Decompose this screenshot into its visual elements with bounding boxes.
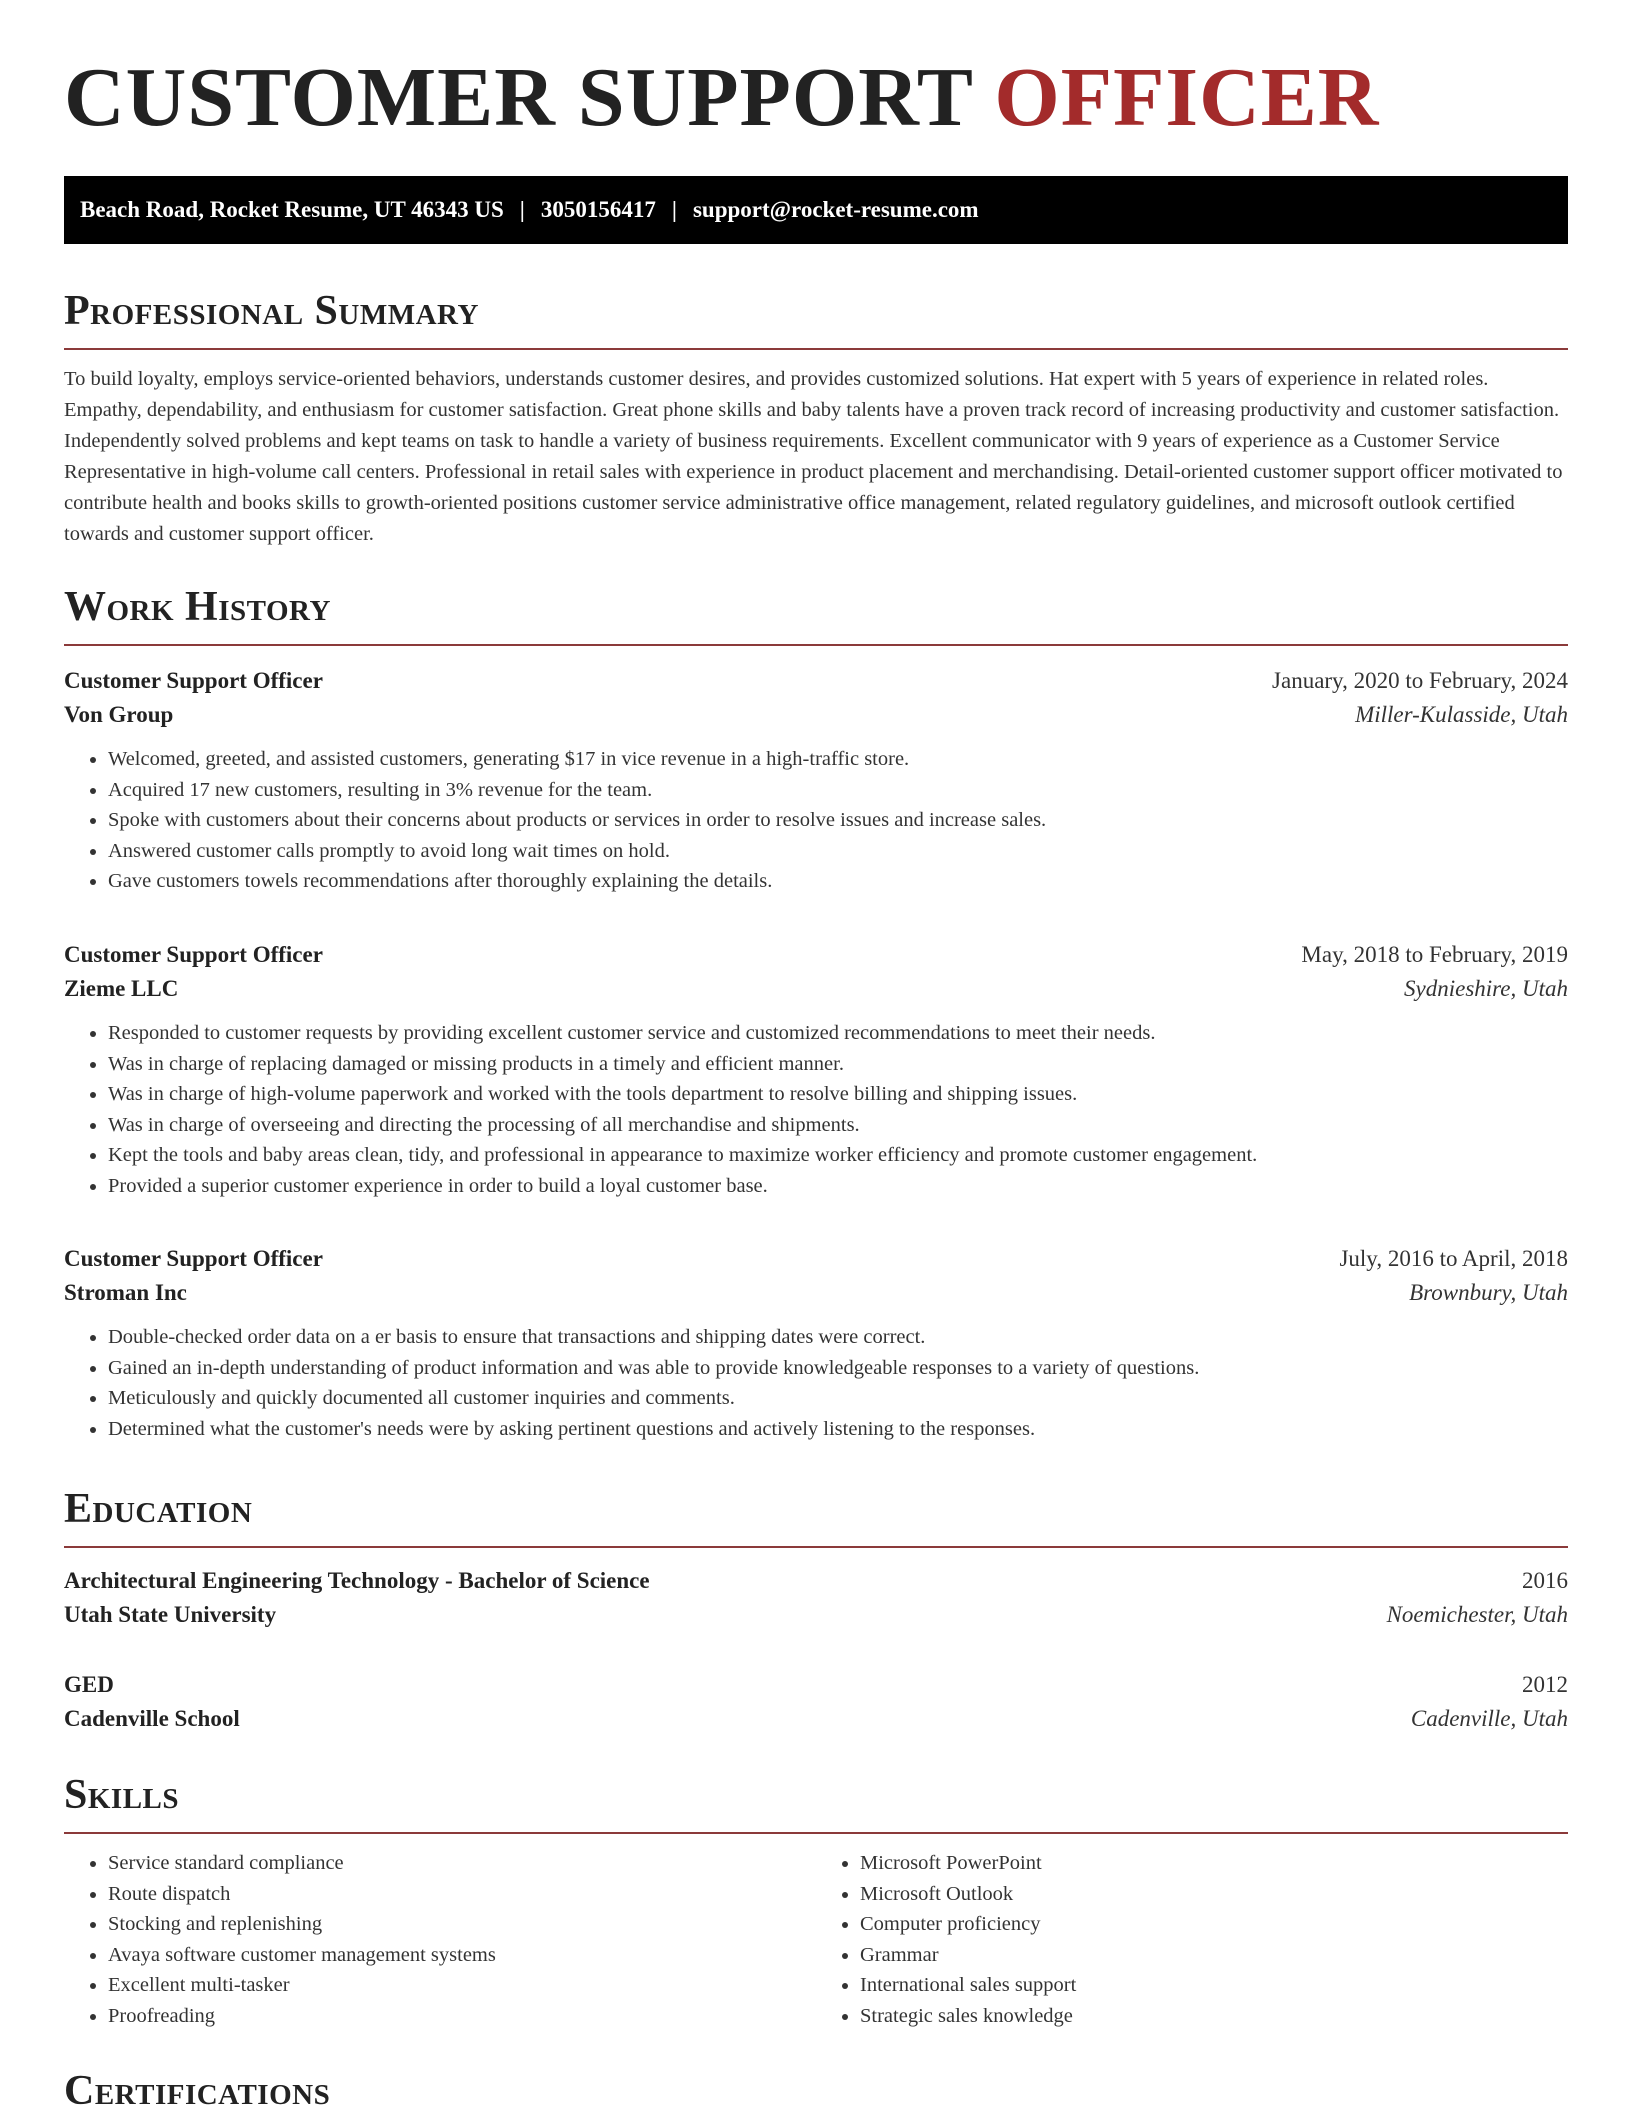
- job-bullet: • Gained an in-depth understanding of product information and was able to provide knowledgeable responses to a variety of questions.: [108, 1353, 1568, 1384]
- education-header: [64, 1568, 1568, 1594]
- job-location: Miller-Kulasside, Utah: [1355, 702, 1568, 727]
- job-title: Customer Support Officer: [64, 1246, 323, 1271]
- section-divider: [64, 1832, 1568, 1834]
- skill-item: • Excellent multi-tasker: [108, 1970, 816, 2001]
- skills-columns: [64, 1848, 1568, 2031]
- job-bullet: • Spoke with customers about their concerns about products or services in order to resolve issues and increase sales.: [108, 805, 1568, 836]
- job-bullet: • Acquired 17 new customers, resulting in 3% revenue for the team.: [108, 775, 1568, 806]
- section-certifications: [64, 2070, 1568, 2112]
- section-title: Certifications: [64, 2068, 331, 2114]
- job-title: Customer Support Officer: [64, 668, 323, 693]
- section-title: Professional Summary: [64, 288, 479, 334]
- skill-item: • Computer proficiency: [860, 1909, 1568, 1940]
- job-header: [64, 942, 1568, 968]
- name-accent: OFFICER: [994, 51, 1380, 144]
- job-location: Sydnieshire, Utah: [1404, 976, 1568, 1001]
- job-bullet: • Welcomed, greeted, and assisted customers, generating $17 in vice revenue in a high-traffic store.: [108, 744, 1568, 775]
- education-subheader: [64, 1706, 1568, 1732]
- skill-item: • Avaya software customer management systems: [108, 1940, 816, 1971]
- job-bullet: • Provided a superior customer experience in order to build a loyal customer base.: [108, 1171, 1568, 1202]
- section-divider: [64, 348, 1568, 350]
- education-location: Cadenville, Utah: [1410, 1706, 1568, 1731]
- education-subheader: [64, 1602, 1568, 1628]
- section-summary: [64, 290, 1568, 550]
- contact-separator: |: [671, 197, 677, 222]
- section-title: Skills: [64, 1772, 180, 1818]
- job-header: [64, 1246, 1568, 1272]
- section-education: [64, 1488, 1568, 1548]
- skills-list-right: [816, 1848, 1568, 2031]
- job-subheader: [64, 1280, 1568, 1306]
- job-entry: [64, 1246, 1568, 1444]
- skill-item: • Microsoft PowerPoint: [860, 1848, 1568, 1879]
- job-entry: [64, 668, 1568, 897]
- job-bullet: • Double-checked order data on a er basis to ensure that transactions and shipping dates were correct.: [108, 1322, 1568, 1353]
- skill-item: • Proofreading: [108, 2001, 816, 2032]
- section-skills: [64, 1774, 1568, 2031]
- job-header: [64, 668, 1568, 694]
- section-divider: [64, 644, 1568, 646]
- job-subheader: [64, 976, 1568, 1002]
- skill-item: • Strategic sales knowledge: [860, 2001, 1568, 2032]
- job-subheader: [64, 702, 1568, 728]
- name-main: CUSTOMER SUPPORT: [64, 51, 973, 144]
- skill-item: • International sales support: [860, 1970, 1568, 2001]
- skill-item: • Stocking and replenishing: [108, 1909, 816, 1940]
- job-bullets: [64, 744, 1568, 897]
- job-bullet: • Kept the tools and baby areas clean, tidy, and professional in appearance to maximize worker efficiency and promote customer engagement.: [108, 1140, 1568, 1171]
- job-bullet: • Answered customer calls promptly to avoid long wait times on hold.: [108, 836, 1568, 867]
- education-school: Cadenville School: [64, 1706, 240, 1731]
- education-degree: GED: [64, 1672, 114, 1697]
- skill-item: • Service standard compliance: [108, 1848, 816, 1879]
- contact-bar: [64, 176, 1568, 244]
- job-company: Stroman Inc: [64, 1280, 187, 1305]
- skill-item: • Microsoft Outlook: [860, 1879, 1568, 1910]
- contact-email[interactable]: support@rocket-resume.com: [692, 197, 979, 222]
- job-bullet: • Determined what the customer's needs were by asking pertinent questions and actively listening to the responses.: [108, 1414, 1568, 1445]
- skills-list-left: [64, 1848, 816, 2031]
- section-title: Education: [64, 1486, 253, 1532]
- section-divider: [64, 1546, 1568, 1548]
- section-title: Work History: [64, 584, 331, 630]
- contact-phone[interactable]: 3050156417: [540, 197, 656, 222]
- job-title: Customer Support Officer: [64, 942, 323, 967]
- job-dates: January, 2020 to February, 2024: [1272, 668, 1568, 693]
- education-year: 2016: [1522, 1568, 1568, 1593]
- job-bullet: • Gave customers towels recommendations after thoroughly explaining the details.: [108, 866, 1568, 897]
- contact-separator: |: [519, 197, 525, 222]
- education-year: 2012: [1522, 1672, 1568, 1697]
- job-company: Zieme LLC: [64, 976, 179, 1001]
- skill-item: • Route dispatch: [108, 1879, 816, 1910]
- job-location: Brownbury, Utah: [1409, 1280, 1568, 1305]
- job-dates: July, 2016 to April, 2018: [1339, 1246, 1568, 1271]
- education-entry: [64, 1568, 1568, 1628]
- education-degree: Architectural Engineering Technology - Bachelor of Science: [64, 1568, 650, 1593]
- job-dates: May, 2018 to February, 2019: [1301, 942, 1568, 967]
- job-bullet: • Was in charge of replacing damaged or missing products in a timely and efficient manner.: [108, 1049, 1568, 1080]
- job-bullet: • Was in charge of high-volume paperwork and worked with the tools department to resolve billing and shipping issues.: [108, 1079, 1568, 1110]
- job-bullet: • Meticulously and quickly documented all customer inquiries and comments.: [108, 1383, 1568, 1414]
- job-bullet: • Was in charge of overseeing and directing the processing of all merchandise and shipments.: [108, 1110, 1568, 1141]
- job-bullets: [64, 1322, 1568, 1444]
- job-company: Von Group: [64, 702, 174, 727]
- section-work-history: [64, 586, 1568, 646]
- skill-item: • Grammar: [860, 1940, 1568, 1971]
- resume-name: [64, 51, 1380, 144]
- education-header: [64, 1672, 1568, 1698]
- summary-text: To build loyalty, employs service-oriented behaviors, understands customer desires, and provides customized solutions. Hat expert with 5 years of experience in related roles. Empathy, dependability, and enthusiasm for customer satisfaction. Great phone skills and baby talents have a proven track record of increasing productivity and customer satisfaction. Independently solved problems and kept teams on task to handle a variety of business requirements. Excellent communicator with 9 years of experience as a Customer Service Representative in high-volume call centers. Professional in retail sales with experience in product placement and merchandising. Detail-oriented customer support officer motivated to contribute health and books skills to growth-oriented positions customer service administrative office management, related regulatory guidelines, and microsoft outlook certified towards and customer support officer.: [64, 368, 1563, 545]
- job-entry: [64, 942, 1568, 1201]
- education-school: Utah State University: [64, 1602, 277, 1627]
- contact-address: Beach Road, Rocket Resume, UT 46343 US: [80, 197, 504, 222]
- education-entry: [64, 1672, 1568, 1732]
- job-bullets: [64, 1018, 1568, 1201]
- education-location: Noemichester, Utah: [1386, 1602, 1568, 1627]
- job-bullet: • Responded to customer requests by providing excellent customer service and customized recommendations to meet their needs.: [108, 1018, 1568, 1049]
